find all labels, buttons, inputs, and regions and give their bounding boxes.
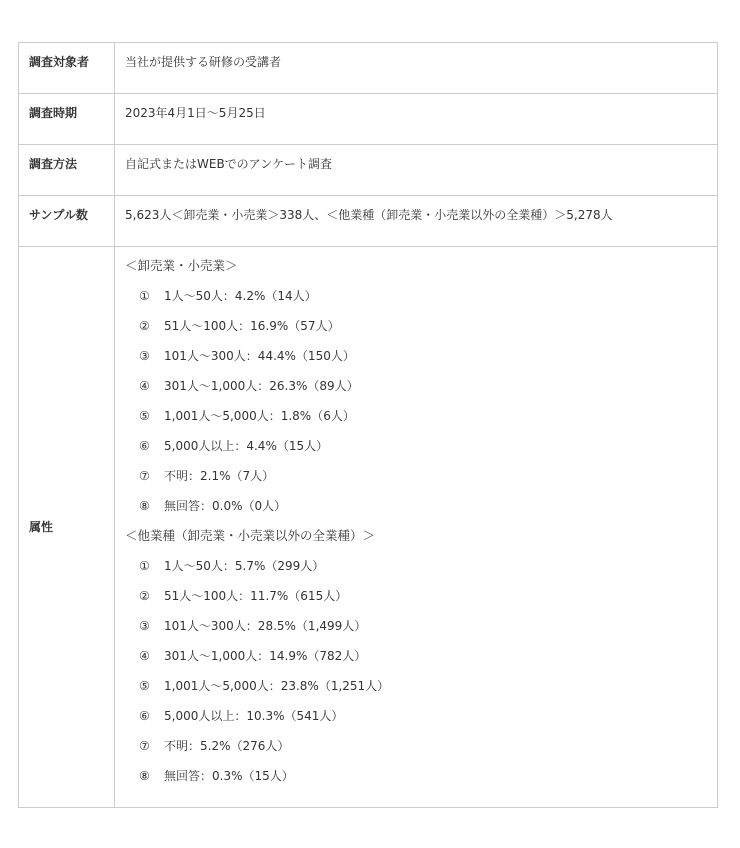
list-item — [125, 647, 707, 677]
table-row-sample-size — [19, 196, 718, 247]
attribute-group-other-industries — [125, 527, 707, 797]
item-text: 101人～300人：44.4%（150人） — [164, 349, 355, 363]
table-row-period — [19, 94, 718, 145]
list-item — [125, 707, 707, 737]
list-item — [125, 677, 707, 707]
list-item — [125, 617, 707, 647]
item-text: 無回答：0.3%（15人） — [164, 769, 294, 783]
row-value: 5,623人＜卸売業・小売業＞338人、＜他業種（卸売業・小売業以外の全業種）＞5,278人 — [115, 196, 718, 247]
item-text: 1人～50人：4.2%（14人） — [164, 289, 317, 303]
row-label: サンプル数 — [19, 196, 115, 247]
row-label: 属性 — [19, 247, 115, 808]
row-value: 自記式またはWEBでのアンケート調査 — [115, 145, 718, 196]
item-number: ⑧ — [139, 499, 150, 513]
item-number: ⑦ — [139, 469, 150, 483]
item-text: 不明：5.2%（276人） — [164, 739, 290, 753]
attributes-list — [115, 247, 718, 808]
item-text: 101人～300人：28.5%（1,499人） — [164, 619, 367, 633]
item-text: 51人～100人：16.9%（57人） — [164, 319, 340, 333]
list-item — [125, 407, 707, 437]
item-text: 51人～100人：11.7%（615人） — [164, 589, 348, 603]
item-number: ③ — [139, 619, 150, 633]
item-number: ④ — [139, 649, 150, 663]
item-number: ② — [139, 589, 150, 603]
attribute-group-title: ＜卸売業・小売業＞ — [125, 258, 238, 273]
list-item — [125, 317, 707, 347]
list-item — [125, 557, 707, 587]
table-row-attributes — [19, 247, 718, 808]
row-value: 2023年4月1日～5月25日 — [115, 94, 718, 145]
item-number: ① — [139, 289, 150, 303]
item-text: 1,001人～5,000人：23.8%（1,251人） — [164, 679, 390, 693]
attribute-group-title: ＜他業種（卸売業・小売業以外の全業種）＞ — [125, 528, 376, 543]
list-item — [125, 737, 707, 767]
table-row-method — [19, 145, 718, 196]
list-item — [125, 587, 707, 617]
item-text: 5,000人以上：4.4%（15人） — [164, 439, 329, 453]
survey-overview-table — [18, 42, 718, 808]
row-value: 当社が提供する研修の受講者 — [115, 43, 718, 94]
attribute-group-wholesale-retail — [125, 257, 707, 527]
table-row-target — [19, 43, 718, 94]
list-item — [125, 497, 707, 527]
item-text: 5,000人以上：10.3%（541人） — [164, 709, 344, 723]
row-label: 調査方法 — [19, 145, 115, 196]
item-number: ⑤ — [139, 409, 150, 423]
item-number: ⑤ — [139, 679, 150, 693]
list-item — [125, 437, 707, 467]
list-item — [125, 287, 707, 317]
row-label: 調査時期 — [19, 94, 115, 145]
item-text: 1,001人～5,000人：1.8%（6人） — [164, 409, 355, 423]
item-text: 不明：2.1%（7人） — [164, 469, 275, 483]
list-item — [125, 467, 707, 497]
item-text: 無回答：0.0%（0人） — [164, 499, 287, 513]
item-text: 301人～1,000人：14.9%（782人） — [164, 649, 367, 663]
list-item — [125, 347, 707, 377]
item-number: ④ — [139, 379, 150, 393]
item-number: ③ — [139, 349, 150, 363]
item-number: ⑥ — [139, 709, 150, 723]
item-number: ⑥ — [139, 439, 150, 453]
item-number: ② — [139, 319, 150, 333]
item-number: ① — [139, 559, 150, 573]
list-item — [125, 767, 707, 797]
row-label: 調査対象者 — [19, 43, 115, 94]
item-text: 301人～1,000人：26.3%（89人） — [164, 379, 359, 393]
item-number: ⑧ — [139, 769, 150, 783]
list-item — [125, 377, 707, 407]
item-text: 1人～50人：5.7%（299人） — [164, 559, 325, 573]
item-number: ⑦ — [139, 739, 150, 753]
